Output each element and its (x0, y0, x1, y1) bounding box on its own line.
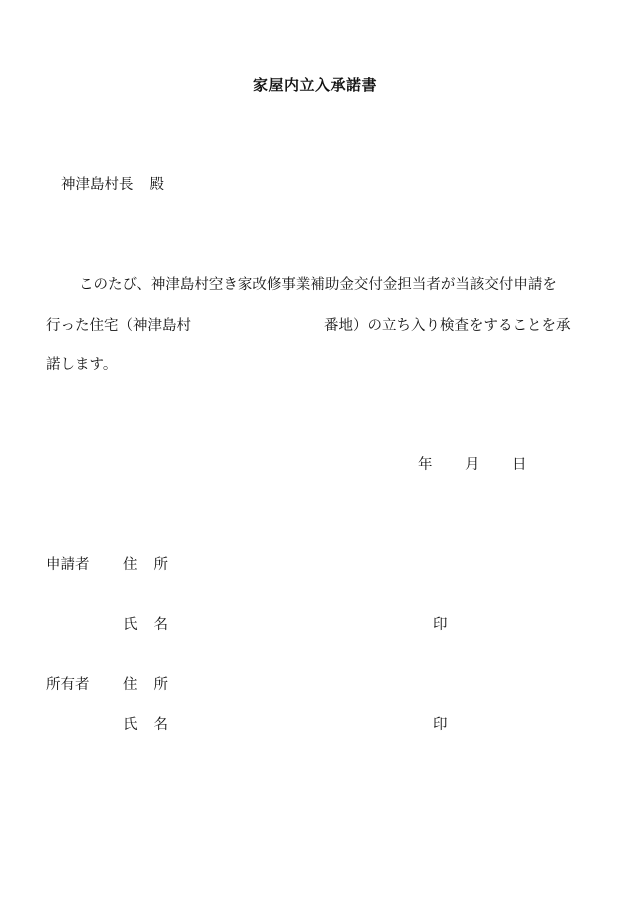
applicant-seal-mark: 印 (433, 617, 448, 633)
owner-address-label: 住 所 (123, 677, 168, 693)
owner-role-label: 所有者 (46, 677, 90, 693)
applicant-role-label: 申請者 (46, 557, 90, 573)
addressee-honorific: 殿 (149, 177, 164, 193)
date-month-label: 月 (465, 457, 480, 473)
applicant-name-label: 氏 名 (123, 617, 168, 633)
body-line-2-start: 行った住宅（神津島村 (46, 318, 191, 334)
addressee-name: 神津島村長 (61, 177, 134, 193)
date-day-label: 日 (512, 457, 527, 473)
addressee (61, 175, 164, 195)
body-line-2-end: 番地）の立ち入り検査をすることを承 (324, 318, 571, 334)
applicant-address-label: 住 所 (123, 557, 168, 573)
body-line-1: このたび、神津島村空き家改修事業補助金交付金担当者が当該交付申請を (79, 277, 557, 293)
document-title: 家屋内立入承諾書 (252, 76, 377, 94)
body-line-3: 諾します。 (46, 357, 118, 373)
date-year-label: 年 (418, 457, 433, 473)
owner-name-label: 氏 名 (123, 717, 168, 733)
owner-seal-mark: 印 (433, 717, 448, 733)
